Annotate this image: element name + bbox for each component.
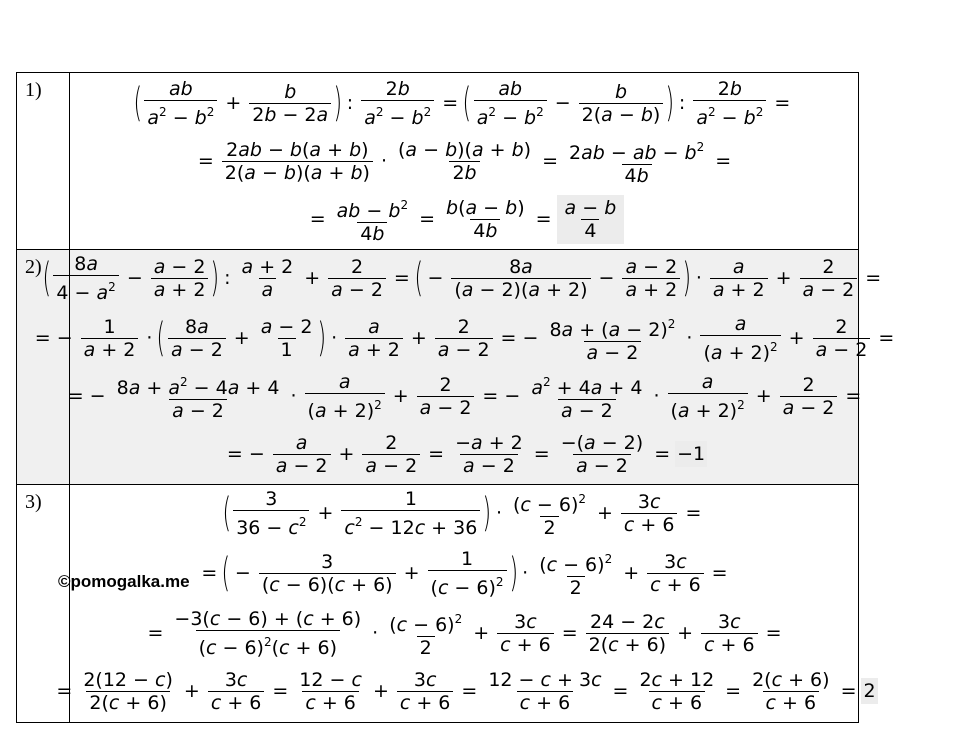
row-number: 3)	[25, 491, 42, 513]
table-row	[17, 485, 876, 722]
row-number: 1)	[25, 79, 42, 101]
math-line: = − $\frac{a}{a - 2}$ + $\frac{2}{a - 2}$ = $\frac{-a + 2}{a - 2}$ = $\frac{-(a - 2)}{a - 2}$ = −1	[226, 431, 706, 477]
math-line: ( $\frac{3}{36 - c^2}$ + $\frac{1}{c^2 - 12c + 36}$ ) · $\frac{(c - 6)^2}{2}$ + $\frac{3c}{c + 6}$ =	[222, 487, 702, 539]
math-line: = − $\frac{1}{a + 2}$ · ( $\frac{8a}{a - 2}$ + $\frac{a - 2}{1}$ ) · $\frac{a}{a + 2}$ + $\frac{2}{a - 2}$ = − $\frac{8a + (a - 2)^2}{a - 2}$ · $\frac{a}{(a + 2)^2}$ + $\frac{2}{a - 2}$ =	[34, 312, 895, 364]
math-line: = − $\frac{8a + a^2 - 4a + 4}{a - 2}$ · $\frac{a}{(a + 2)^2}$ + $\frac{2}{a - 2}$ = − $\frac{a^2 + 4a + 4}{a - 2}$ · $\frac{a}{(a + 2)^2}$ + $\frac{2}{a - 2}$ =	[67, 370, 862, 422]
watermark: ©pomogalka.me	[58, 572, 190, 591]
math-line: ( $\frac{8a}{4 - a^2}$ − $\frac{a - 2}{a + 2}$ ) : $\frac{a + 2}{a}$ + $\frac{2}{a - 2}$ = ( − $\frac{8a}{(a - 2)(a + 2)}$ − $\frac{a - 2}{a + 2}$ ) · $\frac{a}{a + 2}$ + $\frac{2}{a - 2}$ =	[42, 252, 882, 304]
math-block	[34, 250, 895, 484]
answer-highlight: 2	[863, 680, 876, 702]
math-block	[71, 73, 858, 249]
table-row	[17, 73, 858, 250]
solution-table	[16, 72, 895, 723]
table-row	[17, 250, 895, 485]
math-line: ( $\frac{ab}{a^2 - b^2}$ + $\frac{b}{2b - 2a}$ ) : $\frac{2b}{a^2 - b^2}$ = ( $\frac{ab}{a^2 - b^2}$ − $\frac{b}{2(a - b)}$ ) : $\frac{2b}{a^2 - b^2}$ =	[133, 77, 791, 129]
math-line: = $\frac{ab - b^2}{4b}$ = $\frac{b(a - b)}{4b}$ = $\frac{a - b}{4}$	[71, 191, 858, 247]
math-line: = $\frac{2ab - b(a + b)}{2(a - b)(a + b)}$ · $\frac{(a - b)(a + b)}{2b}$ = $\frac{2ab - ab - b^2}{4b}$ =	[197, 138, 732, 187]
row-number: 2)	[25, 256, 42, 278]
math-line: = $\frac{2(12 - c)}{2(c + 6)}$ + $\frac{3c}{c + 6}$ = $\frac{12 - c}{c + 6}$ + $\frac{3c}{c + 6}$ = $\frac{12 - c + 3c}{c + 6}$ = $\frac{2c + 12}{c + 6}$ = $\frac{2(c + 6)}{c + 6}$ = 2	[56, 668, 876, 714]
math-line: = ( − $\frac{3}{(c - 6)(c + 6)}$ + $\frac{1}{(c - 6)^2}$ ) · $\frac{(c - 6)^2}{2}$ + $\frac{3c}{c + 6}$ =	[201, 547, 728, 599]
answer-highlight: $\frac{a - b}{4}$	[557, 195, 625, 244]
answer-highlight: −1	[677, 443, 706, 465]
math-block	[56, 485, 876, 722]
math-line: = $\frac{-3(c - 6) + (c + 6)}{(c - 6)^2(c + 6)}$ · $\frac{(c - 6)^2}{2}$ + $\frac{3c}{c + 6}$ = $\frac{24 - 2c}{2(c + 6)}$ + $\frac{3c}{c + 6}$ =	[147, 607, 782, 659]
